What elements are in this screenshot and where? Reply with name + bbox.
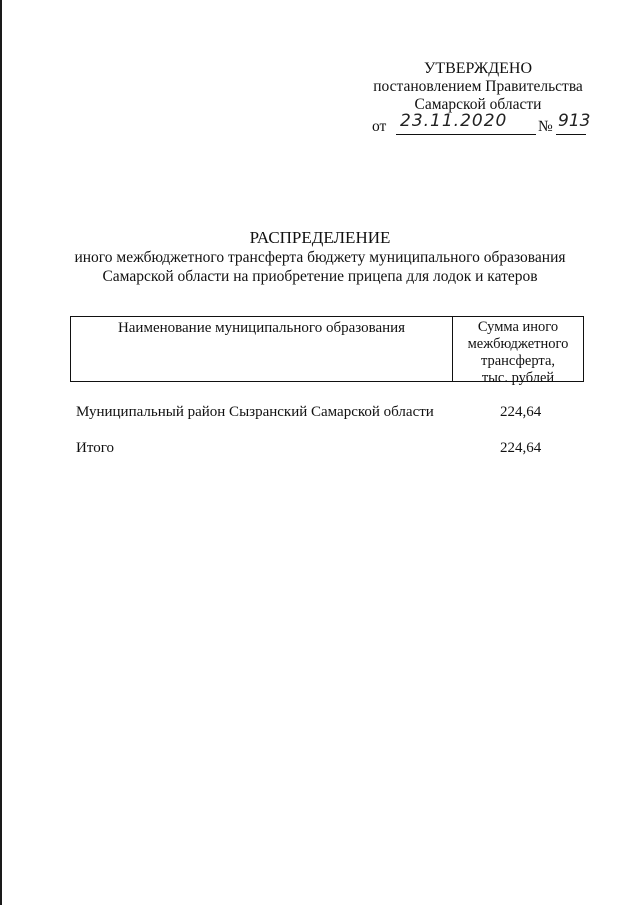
approval-line-2: Самарской области [414,96,542,113]
column-header-sum-line-1: Сумма иного [477,319,559,335]
title-line-1: иного межбюджетного трансферта бюджету муниципального образования [74,249,566,266]
date-underline [396,134,536,135]
title-line-2: Самарской области на приобретение прицепа для лодок и катеров [102,268,538,285]
column-header-sum [453,317,583,386]
approval-stamp [368,60,591,136]
number-underline [556,134,586,135]
row-value: 224,64 [500,404,542,420]
document-title [60,228,580,286]
column-header-sum-line-4: тыс. рублей [481,370,555,386]
number-label: № [538,118,553,135]
from-label: от [372,118,387,135]
approval-heading: УТВЕРЖДЕНО [423,60,532,77]
approval-line-1: постановлением Правительства [373,78,583,95]
row-label: Муниципальный район Сызранский Самарской области [76,404,434,420]
total-label: Итого [76,440,114,456]
approval-date: 23.11.2020 [400,111,508,131]
approval-number: 913 [558,111,591,131]
column-header-name: Наименование муниципального образования [71,317,453,381]
approval-date-number [368,111,591,136]
total-value: 224,64 [500,440,542,456]
column-header-sum-line-2: межбюджетного [467,336,569,352]
table-header [70,316,584,386]
column-header-sum-line-3: трансферта, [480,353,556,369]
title-main: РАСПРЕДЕЛЕНИЕ [249,228,391,247]
page-edge [0,0,2,905]
